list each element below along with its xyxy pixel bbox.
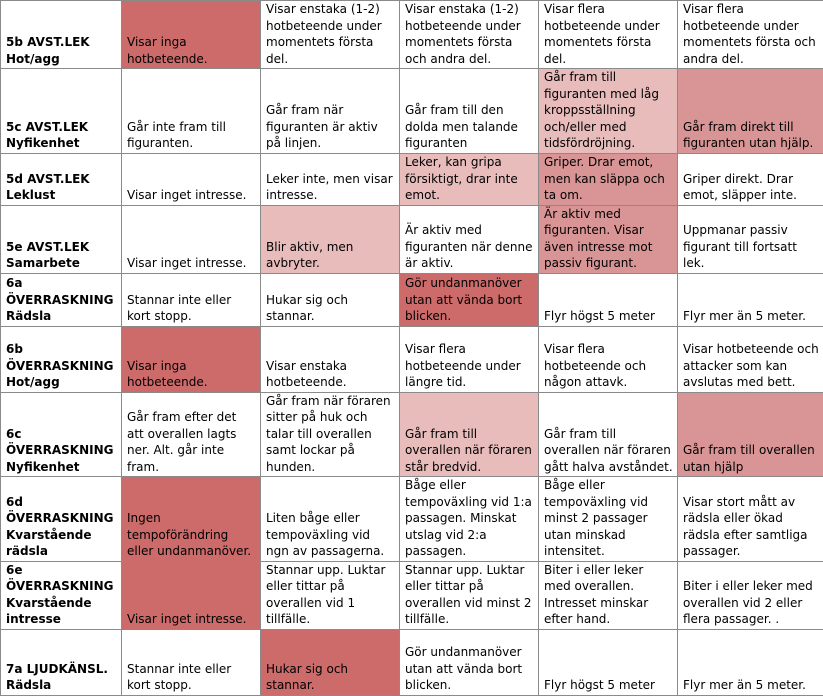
row-header[interactable]: 6d ÖVERRASKNING Kvarstående rädsla (1, 477, 122, 562)
table-row (1, 326, 823, 392)
table-cell[interactable]: Griper direkt. Drar emot, släpper inte. (678, 153, 823, 205)
table-cell[interactable]: Stannar upp. Luktar eller tittar på overallen vid minst 2 tillfälle. (400, 561, 539, 629)
table-row (1, 561, 823, 629)
table-cell[interactable]: Visar inga hotbeteende. (122, 326, 261, 392)
table-cell[interactable]: Visar flera hotbeteende under momentets första och andra del. (678, 1, 823, 69)
table-cell[interactable]: Visar inget intresse. (122, 205, 261, 273)
table-cell[interactable]: Visar flera hotbeteende under längre tid. (400, 326, 539, 392)
table-cell[interactable]: Blir aktiv, men avbryter. (261, 205, 400, 273)
table-cell[interactable]: Visar stort mått av rädsla eller ökad rädsla efter samtliga passager. (678, 477, 823, 562)
table-cell[interactable]: Går fram direkt till figuranten utan hjälp. (678, 69, 823, 154)
table-cell[interactable]: Stannar upp. Luktar eller tittar på overallen vid 1 tillfälle. (261, 561, 400, 629)
evaluation-table-body (1, 1, 823, 696)
table-cell[interactable]: Flyr mer än 5 meter. (678, 273, 823, 326)
table-row (1, 205, 823, 273)
table-cell[interactable]: Flyr mer än 5 meter. (678, 629, 823, 695)
table-cell[interactable]: Uppmanar passiv figurant till fortsatt lek. (678, 205, 823, 273)
table-row (1, 477, 823, 562)
table-cell[interactable]: Biter i eller leker med overallen vid 2 eller flera passager. . (678, 561, 823, 629)
table-cell[interactable]: Leker, kan gripa försiktigt, drar inte emot. (400, 153, 539, 205)
row-header[interactable]: 6c ÖVERRASKNING Nyfikenhet (1, 392, 122, 477)
table-cell[interactable]: Är aktiv med figuranten när denne är aktiv. (400, 205, 539, 273)
row-header[interactable]: 6a ÖVERRASKNING Rädsla (1, 273, 122, 326)
table-cell[interactable]: Leker inte, men visar intresse. (261, 153, 400, 205)
table-row (1, 273, 823, 326)
table-cell[interactable]: Går fram till den dolda men talande figuranten (400, 69, 539, 154)
table-row (1, 1, 823, 69)
table-cell[interactable]: Visar inget intresse. (122, 561, 261, 629)
table-cell[interactable]: Går inte fram till figuranten. (122, 69, 261, 154)
table-row (1, 153, 823, 205)
table-cell[interactable]: Är aktiv med figuranten. Visar även intresse mot passiv figurant. (539, 205, 678, 273)
row-header[interactable]: 5e AVST.LEK Samarbete (1, 205, 122, 273)
table-row (1, 629, 823, 695)
table-cell[interactable]: Visar flera hotbeteende och någon attavk. (539, 326, 678, 392)
row-header[interactable]: 6e ÖVERRASKNING Kvarstående intresse (1, 561, 122, 629)
table-cell[interactable]: Båge eller tempoväxling vid 1:a passagen. Minskat utslag vid 2:a passagen. (400, 477, 539, 562)
table-cell[interactable]: Visar flera hotbeteende under momentets första del. (539, 1, 678, 69)
table-cell[interactable]: Går fram till overallen när föraren står bredvid. (400, 392, 539, 477)
row-header[interactable]: 5b AVST.LEK Hot/agg (1, 1, 122, 69)
table-cell[interactable]: Går fram när figuranten är aktiv på linjen. (261, 69, 400, 154)
table-cell[interactable]: Gör undanmanöver utan att vända bort blicken. (400, 273, 539, 326)
table-cell[interactable]: Griper. Drar emot, men kan släppa och ta om. (539, 153, 678, 205)
row-header[interactable]: 5c AVST.LEK Nyfikenhet (1, 69, 122, 154)
table-cell[interactable]: Visar enstaka hotbeteende. (261, 326, 400, 392)
table-cell[interactable]: Stannar inte eller kort stopp. (122, 629, 261, 695)
row-header[interactable]: 7a LJUDKÄNSL. Rädsla (1, 629, 122, 695)
table-cell[interactable]: Visar hotbeteende och attacker som kan avslutas med bett. (678, 326, 823, 392)
table-row (1, 69, 823, 154)
table-cell[interactable]: Liten båge eller tempoväxling vid ngn av passagerna. (261, 477, 400, 562)
table-cell[interactable]: Hukar sig och stannar. (261, 273, 400, 326)
table-cell[interactable]: Visar inget intresse. (122, 153, 261, 205)
table-cell[interactable]: Biter i eller leker med overallen. Intresset minskar efter hand. (539, 561, 678, 629)
table-cell[interactable]: Hukar sig och stannar. (261, 629, 400, 695)
row-header[interactable]: 5d AVST.LEK Leklust (1, 153, 122, 205)
table-row (1, 392, 823, 477)
table-cell[interactable]: Gör undanmanöver utan att vända bort blicken. (400, 629, 539, 695)
table-cell[interactable]: Går fram till figuranten med låg kroppsställning och/eller med tidsfördröjning. (539, 69, 678, 154)
table-cell[interactable]: Flyr högst 5 meter (539, 273, 678, 326)
table-cell[interactable]: Visar inga hotbeteende. (122, 1, 261, 69)
table-cell[interactable]: Går fram till overallen utan hjälp (678, 392, 823, 477)
table-cell[interactable]: Går fram när föraren sitter på huk och talar till overallen samt lockar på hunden. (261, 392, 400, 477)
table-cell[interactable]: Visar enstaka (1-2) hotbeteende under momentets första del. (261, 1, 400, 69)
row-header[interactable]: 6b ÖVERRASKNING Hot/agg (1, 326, 122, 392)
table-cell[interactable]: Går fram till overallen när föraren gått halva avståndet. (539, 392, 678, 477)
table-cell[interactable]: Båge eller tempoväxling vid minst 2 passager utan minskad intensitet. (539, 477, 678, 562)
table-cell[interactable]: Går fram efter det att overallen lagts ner. Alt. går inte fram. (122, 392, 261, 477)
table-cell[interactable]: Visar enstaka (1-2) hotbeteende under momentets första och andra del. (400, 1, 539, 69)
table-cell[interactable]: Flyr högst 5 meter (539, 629, 678, 695)
table-cell[interactable]: Ingen tempoförändring eller undanmanöver. (122, 477, 261, 562)
table-cell[interactable]: Stannar inte eller kort stopp. (122, 273, 261, 326)
